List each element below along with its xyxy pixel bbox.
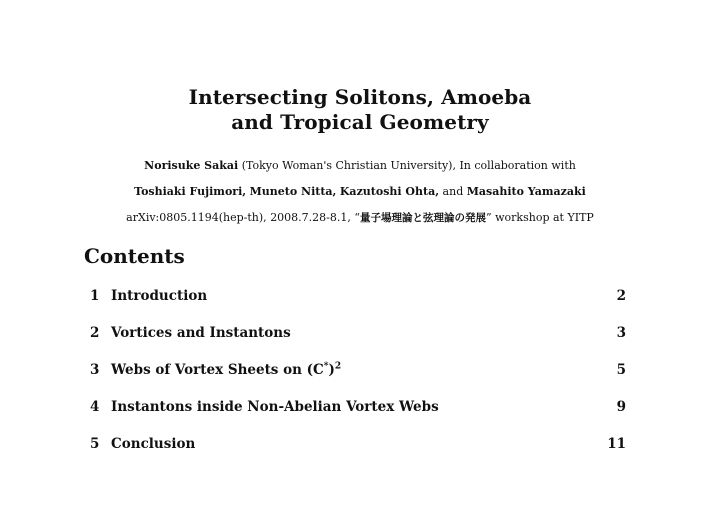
toc-number: 2 bbox=[90, 325, 100, 341]
arxiv-id: arXiv:0805.1194(hep-th), bbox=[126, 211, 267, 224]
toc-title-star: * bbox=[323, 361, 329, 372]
presenter-affiliation: (Tokyo Woman's Christian University), bbox=[241, 159, 456, 172]
toc-page: 2 bbox=[616, 288, 626, 304]
collaborators-and: and bbox=[442, 185, 464, 198]
toc-number: 5 bbox=[90, 436, 100, 452]
paper-title-line-1: Intersecting Solitons, Amoeba bbox=[188, 85, 532, 109]
presenter-line bbox=[0, 158, 720, 174]
toc-number: 1 bbox=[90, 288, 100, 304]
toc-entry-introduction[interactable] bbox=[84, 287, 626, 305]
contents-heading: Contents bbox=[84, 244, 185, 268]
collaborators-line bbox=[0, 184, 720, 200]
toc-number: 3 bbox=[90, 362, 100, 378]
workshop-title bbox=[354, 211, 491, 224]
toc-entry-instantons-inside-webs[interactable] bbox=[84, 398, 626, 416]
paper-title-line-2: and Tropical Geometry bbox=[231, 110, 489, 134]
collaborator-2: Muneto Nitta, bbox=[249, 185, 337, 198]
toc-title: Conclusion bbox=[111, 436, 196, 452]
toc-page: 11 bbox=[607, 436, 626, 452]
reference-line bbox=[0, 210, 720, 226]
toc-number: 4 bbox=[90, 399, 100, 415]
collaborator-4: Masahito Yamazaki bbox=[466, 185, 586, 198]
toc-title bbox=[111, 361, 341, 379]
collaborator-3: Kazutoshi Ohta, bbox=[339, 185, 440, 198]
open-quote: “ bbox=[354, 211, 361, 224]
toc-title-close: ) bbox=[328, 362, 335, 378]
collaborator-1: Toshiaki Fujimori, bbox=[134, 185, 247, 198]
collaboration-text: In collaboration with bbox=[459, 159, 576, 172]
toc-entry-conclusion[interactable] bbox=[84, 435, 626, 453]
toc-entry-vortices-and-instantons[interactable] bbox=[84, 324, 626, 342]
close-quote: ” bbox=[486, 211, 492, 224]
toc-title: Introduction bbox=[111, 288, 208, 304]
toc-title-exponent: 2 bbox=[334, 361, 342, 372]
workshop-date: 2008.7.28-8.1, bbox=[270, 211, 351, 224]
toc-page: 9 bbox=[616, 399, 626, 415]
toc-entry-webs-of-vortex-sheets[interactable] bbox=[84, 361, 626, 379]
toc-title: Vortices and Instantons bbox=[111, 325, 291, 341]
toc-page: 3 bbox=[616, 325, 626, 341]
toc-title-text: Webs of Vortex Sheets on (C bbox=[111, 362, 324, 378]
toc-title: Instantons inside Non-Abelian Vortex Webs bbox=[111, 399, 439, 415]
workshop-venue: workshop at YITP bbox=[495, 211, 594, 224]
toc-page: 5 bbox=[616, 362, 626, 378]
workshop-title-jp: 量子場理論と弦理論の発展 bbox=[360, 212, 487, 224]
presenter-name: Norisuke Sakai bbox=[144, 159, 239, 172]
